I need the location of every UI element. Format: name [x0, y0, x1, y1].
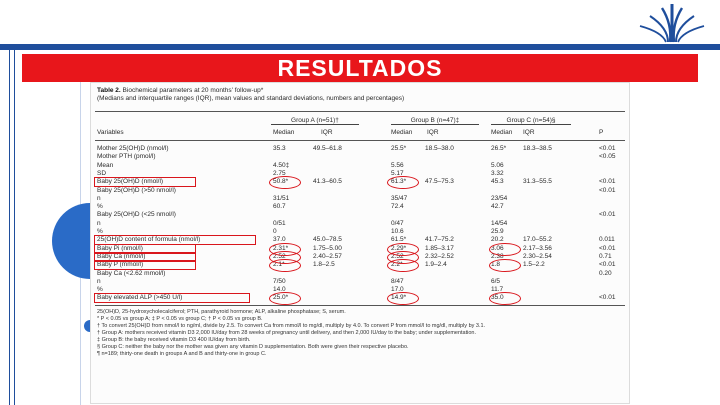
table-row-label: n — [97, 194, 101, 202]
column-header: IQR — [321, 129, 333, 136]
table-row-label: Baby Ca (<2.62 mmol/l) — [97, 269, 166, 277]
table-cell: 42.7 — [491, 203, 504, 211]
table-cell: 17.0–55.2 — [523, 236, 552, 244]
table-cell: 3.06 — [491, 244, 504, 252]
rule — [95, 140, 625, 141]
table-row-label: % — [97, 228, 103, 235]
table-cell: 0/47 — [391, 219, 404, 227]
table-cell: 5.17 — [391, 169, 404, 177]
table-cell: 61.5* — [391, 236, 407, 244]
table-cell: <0.01 — [599, 178, 616, 186]
footnote: ‡ Group B: the baby received vitamin D3 400 IU/day from birth. — [97, 336, 251, 343]
table-cell: 26.5* — [491, 145, 507, 152]
table-cell: 0/51 — [273, 219, 286, 227]
table-cell: 3.32 — [491, 169, 504, 177]
table-cell: 49.5–61.8 — [313, 145, 342, 152]
decor-line — [14, 48, 15, 405]
highlight-ellipse — [387, 176, 419, 189]
slide-title: RESULTADOS — [277, 55, 443, 81]
decor-line — [9, 48, 10, 405]
table-cell: 35.0 — [491, 294, 504, 302]
table-cell: 18.5–38.0 — [425, 145, 454, 152]
table-row-label: Mean — [97, 161, 114, 169]
table-row-label: Baby P (mmol/l) — [97, 261, 144, 269]
table-cell: 35/47 — [391, 194, 408, 202]
table-cell: 5.06 — [491, 161, 504, 169]
table-row-label: 25(OH)D content of formula (nmol/l) — [97, 236, 201, 244]
footnote: ¶ n=189; thirty-one death in groups A and B and thirty-one in group C. — [97, 350, 267, 357]
table-cell: 72.4 — [391, 203, 404, 211]
highlight-ellipse — [387, 259, 419, 272]
table-cell: 2.38 — [491, 252, 504, 260]
table-cell: 1.8 — [491, 261, 501, 269]
table-row-label: % — [97, 203, 103, 211]
table-cell: 14/54 — [491, 219, 508, 227]
table-cell: 47.5–75.3 — [425, 178, 454, 186]
table-cell: 2.2* — [391, 261, 403, 269]
footnote: † To convert 25(OH)D from nmol/l to ng/ml, divide by 2.5. To convert Ca from mmol/l to mg/dl, multiply by 4.0. To convert P from mmol/l to mg/dl, multiply by 3.1. — [97, 322, 486, 329]
table-row-label: Baby 25(OH)D (nmol/l) — [97, 178, 164, 186]
table-cell: <0.01 — [599, 186, 616, 194]
column-header: Median — [491, 129, 513, 136]
table-cell: 2.75 — [273, 169, 286, 177]
table-cell: 2.1* — [273, 261, 285, 269]
table-cell: 41.7–75.2 — [425, 236, 454, 244]
table-cell: 2.30–2.54 — [523, 252, 552, 260]
highlight-ellipse — [489, 259, 521, 272]
caption-title: Table 2. — [97, 87, 121, 94]
table-cell: 45.3 — [491, 178, 504, 186]
table-cell: 10.6 — [391, 228, 404, 235]
table-cell: 41.3–60.5 — [313, 178, 342, 186]
highlight-box — [94, 177, 196, 187]
highlight-ellipse — [489, 243, 521, 256]
table-cell: 14.0 — [273, 286, 286, 294]
table-cell: 1.75–5.00 — [313, 244, 342, 252]
table-cell: 61.3* — [391, 178, 407, 186]
column-header: P — [599, 129, 604, 136]
table-cell: 4.50‡ — [273, 161, 290, 169]
highlight-box — [94, 293, 250, 303]
table-cell: 60.7 — [273, 203, 286, 211]
table-row-label: n — [97, 277, 101, 285]
table-cell: 23/54 — [491, 194, 508, 202]
caption-text: Biochemical parameters at 20 months' follow-up* — [122, 87, 264, 94]
table-cell: 20.2 — [491, 236, 504, 244]
table-cell: 31/51 — [273, 194, 290, 202]
table-cell: 1.9–2.4 — [425, 261, 447, 269]
table-row-label: Baby Ca (nmol/l) — [97, 252, 146, 260]
table-cell: 2.32–2.52 — [425, 252, 454, 260]
table-cell: 0 — [273, 228, 277, 235]
table-row-label: Mother 25(OH)D (nmol/l) — [97, 145, 169, 152]
table-cell: 2.17–3.56 — [523, 244, 552, 252]
table-row-label: Baby elevated ALP (>450 U/l) — [97, 294, 183, 302]
rule — [95, 305, 625, 306]
table-cell: 11.7 — [491, 286, 504, 294]
title-banner — [22, 54, 698, 82]
footnote: † Group A: mothers received vitamin D3 2,000 IU/day from 28 weeks of pregnancy until delivery, and then 2,000 IU/day to the baby; under supplementation. — [97, 329, 477, 336]
footnote: § Group C: neither the baby nor the mother was given any vitamin D supplementation. Both were given their respective placebo. — [97, 343, 409, 350]
highlight-ellipse — [489, 292, 521, 305]
table-cell: 31.3–55.5 — [523, 178, 552, 186]
table-cell: 2.31* — [273, 244, 289, 252]
table-row-label: Baby Pi (nmol/l) — [97, 244, 143, 252]
table-image — [90, 82, 630, 404]
table-cell: <0.01 — [599, 244, 616, 252]
table-cell: 0.20 — [599, 269, 612, 277]
column-header: Median — [391, 129, 413, 136]
rule — [95, 111, 625, 112]
group-header: Group C (n=54)§ — [491, 117, 571, 125]
table-cell: <0.01 — [599, 294, 616, 302]
table-cell: 17.0 — [391, 286, 404, 294]
table-cell: 1.85–3.17 — [425, 244, 454, 252]
table-cell: <0.05 — [599, 153, 616, 161]
highlight-box — [94, 260, 196, 270]
highlight-ellipse — [387, 292, 419, 305]
table-cell: 0.011 — [599, 236, 615, 244]
table-cell: 1.5–2.2 — [523, 261, 545, 269]
table-cell: <0.01 — [599, 211, 616, 219]
table-cell: 14.9* — [391, 294, 407, 302]
table-cell: 0.71 — [599, 252, 612, 260]
table-cell: 50.8* — [273, 178, 289, 186]
table-cell: 37.0 — [273, 236, 286, 244]
highlight-ellipse — [269, 292, 301, 305]
table-cell: 1.8–2.5 — [313, 261, 335, 269]
table-cell: 2.40–2.57 — [313, 252, 342, 260]
table-cell: 7/50 — [273, 277, 286, 285]
table-cell: 5.56 — [391, 161, 404, 169]
table-caption — [97, 87, 617, 103]
table-cell: 8/47 — [391, 277, 404, 285]
caption-line2: (Medians and interquartile ranges (IQR), mean values and standard deviations, numbers and percentages) — [97, 95, 405, 102]
table-row-label: Mother PTH (pmol/l) — [97, 153, 156, 161]
table-cell: 45.0–78.5 — [313, 236, 342, 244]
university-logo — [632, 2, 712, 46]
column-header: Median — [273, 129, 295, 136]
column-header: IQR — [427, 129, 439, 136]
table-cell: 6/5 — [491, 277, 501, 285]
header-band — [0, 44, 720, 50]
highlight-ellipse — [269, 176, 301, 189]
table-row-label: Baby 25(OH)D (>50 nmol/l) — [97, 186, 176, 194]
column-header: Variables — [97, 129, 124, 136]
table-cell: 25.0* — [273, 294, 289, 302]
slide-header — [0, 0, 720, 48]
table-cell: 2.52 — [273, 252, 286, 260]
table-cell: <0.01 — [599, 261, 616, 269]
highlight-ellipse — [269, 259, 301, 272]
table-cell: 35.3 — [273, 145, 286, 152]
group-header: Group A (n=51)† — [271, 117, 359, 125]
table-cell: 2.29* — [391, 244, 407, 252]
table-cell: 25.9 — [491, 228, 504, 235]
table-cell: 2.52 — [391, 252, 404, 260]
table-row-label: Baby 25(OH)D (<25 nmol/l) — [97, 211, 176, 219]
footnote: * P < 0.05 vs group A; ‡ P < 0.05 vs group C; † P < 0.05 vs group B. — [97, 315, 263, 322]
table-row-label: SD — [97, 169, 107, 177]
group-header: Group B (n=47)‡ — [391, 117, 479, 125]
table-cell: <0.01 — [599, 145, 616, 152]
table-row-label: n — [97, 219, 101, 227]
footnote: 25(OH)D, 25-hydroxycholecalciferol; PTH, parathyroid hormone; ALP, alkaline phosphatase; S, serum. — [97, 308, 346, 315]
table-cell: 18.3–38.5 — [523, 145, 552, 152]
table-cell: 25.5* — [391, 145, 407, 152]
table-row-label: % — [97, 286, 103, 294]
column-header: IQR — [523, 129, 535, 136]
